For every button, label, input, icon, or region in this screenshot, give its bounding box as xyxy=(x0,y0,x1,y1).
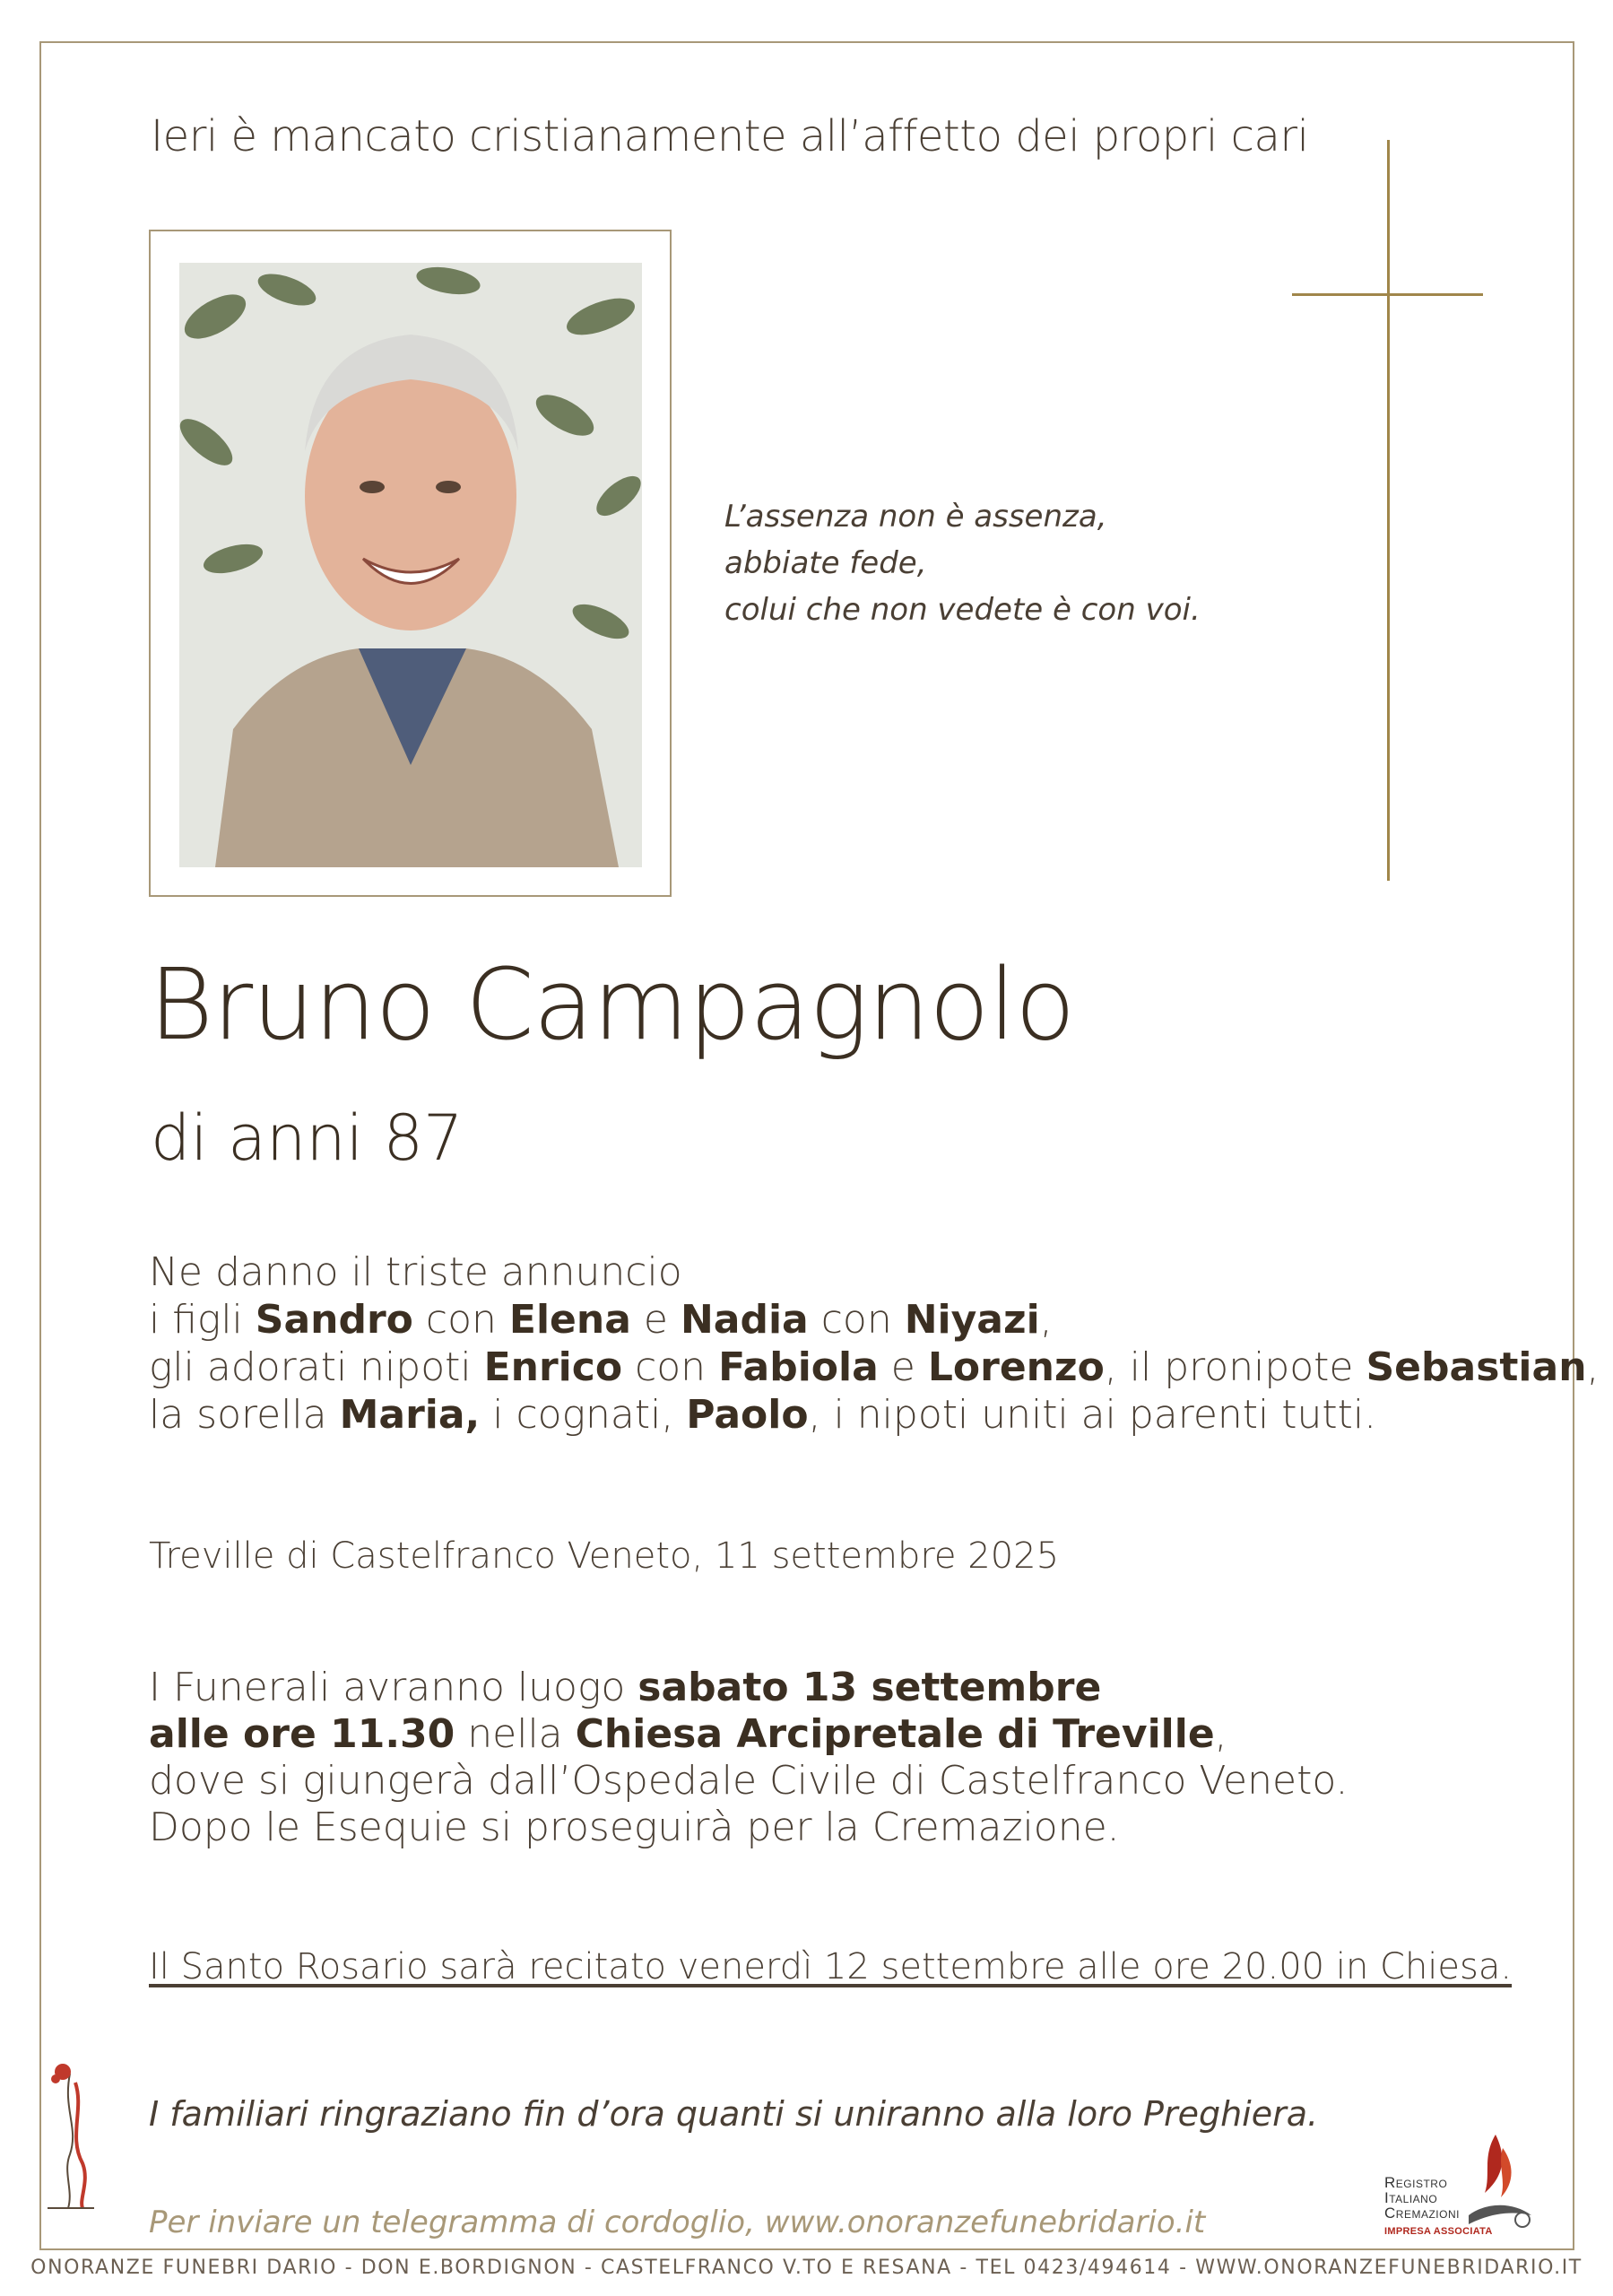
logo-line: Italiano xyxy=(1384,2189,1438,2206)
quote xyxy=(724,493,1201,633)
logo-subtitle: IMPRESA ASSOCIATA xyxy=(1384,2226,1493,2237)
text-segment: e xyxy=(878,1344,928,1390)
text-segment: e xyxy=(630,1297,681,1343)
text-segment: nella xyxy=(455,1711,576,1757)
text-segment: , xyxy=(1586,1344,1600,1390)
funeral-info xyxy=(149,1665,1348,1851)
text-segment: i figli xyxy=(149,1297,256,1343)
announcement xyxy=(149,1248,1600,1439)
bold-name: Sandro xyxy=(255,1297,413,1343)
thanks-note: I familiari ringraziano fin d’ora quanti si uniranno alla loro Preghiera. xyxy=(149,2094,1319,2134)
quote-line: L’assenza non è assenza, xyxy=(724,499,1107,535)
footer-contacts: ONORANZE FUNEBRI DARIO - DON E.BORDIGNON - CASTELFRANCO V.TO E RESANA - TEL 0423/494614 - WWW.ONORANZEFUNEBRIDARIO.IT xyxy=(30,2257,1583,2279)
cross-horizontal xyxy=(1292,293,1483,296)
rosario-note: Il Santo Rosario sarà recitato venerdì 12 settembre alle ore 20.00 in Chiesa. xyxy=(149,1946,1513,1987)
text-segment: con xyxy=(622,1344,719,1390)
funeral-line xyxy=(149,1711,1348,1758)
bold-name: sabato 13 settembre xyxy=(637,1665,1102,1710)
bold-name: Fabiola xyxy=(718,1344,879,1390)
logo-line: Cremazioni xyxy=(1384,2205,1460,2222)
text-segment: , i nipoti uniti ai parenti tutti. xyxy=(808,1392,1377,1438)
announcement-line xyxy=(149,1391,1600,1439)
logo-line: Registro xyxy=(1384,2174,1448,2191)
text-segment: I Funerali avranno luogo xyxy=(149,1665,638,1710)
telegram-note: Per inviare un telegramma di cordoglio, www.onoranzefunebridario.it xyxy=(149,2205,1206,2240)
text-segment: con xyxy=(808,1297,905,1343)
place-date: Treville di Castelfranco Veneto, 11 settembre 2025 xyxy=(149,1535,1060,1577)
bold-name: Enrico xyxy=(483,1344,623,1390)
quote-line: colui che non vedete è con voi. xyxy=(724,592,1201,628)
logo-text xyxy=(1384,2175,1460,2221)
quote-line: abbiate fede, xyxy=(724,545,927,581)
text-segment: la sorella xyxy=(149,1392,340,1438)
bold-name: alle ore 11.30 xyxy=(149,1711,455,1757)
bold-name: Elena xyxy=(508,1297,631,1343)
funeral-line: dove si giungerà dall’Ospedale Civile di Castelfranco Veneto. xyxy=(149,1758,1349,1804)
text-segment: gli adorati nipoti xyxy=(149,1344,484,1390)
bold-name: Niyazi xyxy=(904,1297,1040,1343)
funeral-line: Dopo le Esequie si proseguirà per la Cremazione. xyxy=(149,1805,1120,1850)
text-segment: , xyxy=(1039,1297,1053,1343)
text-segment: i cognati, xyxy=(480,1392,687,1438)
funeral-line xyxy=(149,1665,1348,1711)
bold-name: Chiesa Arcipretale di Treville xyxy=(575,1711,1215,1757)
bold-name: Nadia xyxy=(680,1297,809,1343)
text-segment: , xyxy=(1214,1711,1227,1757)
bold-name: Maria, xyxy=(339,1392,481,1438)
text-segment: , il pronipote xyxy=(1104,1344,1366,1390)
deceased-name: Bruno Campagnolo xyxy=(149,947,1075,1062)
announcement-line: Ne danno il triste annuncio xyxy=(149,1249,682,1295)
announcement-line xyxy=(149,1344,1600,1391)
cross-vertical xyxy=(1387,140,1390,881)
portrait-photo xyxy=(179,263,642,867)
bold-name: Sebastian xyxy=(1366,1344,1587,1390)
announcement-line xyxy=(149,1296,1600,1344)
deceased-age: di anni 87 xyxy=(151,1101,464,1175)
intro-text: Ieri è mancato cristianamente all’affetto dei propri cari xyxy=(151,111,1309,161)
poppy-flower-icon xyxy=(43,2056,99,2210)
text-segment: con xyxy=(412,1297,509,1343)
bold-name: Paolo xyxy=(686,1392,809,1438)
bold-name: Lorenzo xyxy=(927,1344,1105,1390)
